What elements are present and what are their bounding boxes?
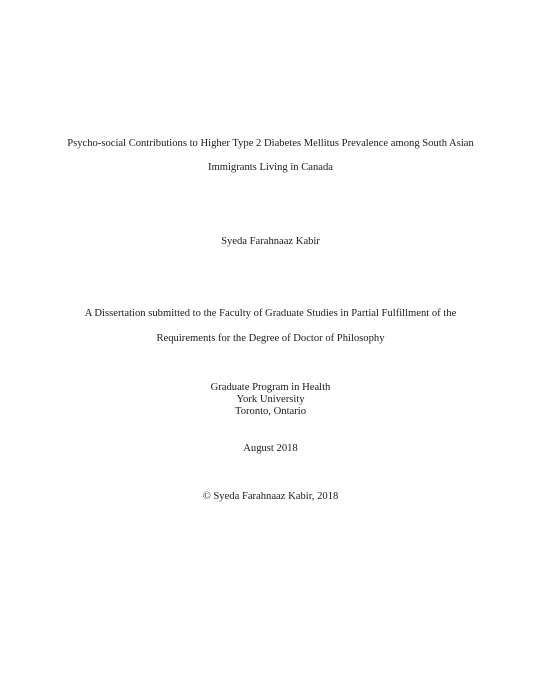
copyright-notice: © Syeda Farahnaaz Kabir, 2018 (202, 491, 339, 502)
dissertation-title-line-1: Psycho-social Contributions to Higher Type 2 Diabetes Mellitus Prevalence among South Asian (67, 138, 474, 149)
submission-statement-line-1: A Dissertation submitted to the Faculty of Graduate Studies in Partial Fulfillment of the (84, 308, 457, 319)
dissertation-title-line-2: Immigrants Living in Canada (207, 162, 334, 173)
university-location: Toronto, Ontario (234, 406, 307, 417)
graduate-program: Graduate Program in Health (210, 382, 331, 393)
university-name: York University (236, 394, 305, 405)
submission-statement-line-2: Requirements for the Degree of Doctor of Philosophy (156, 333, 385, 344)
author-name: Syeda Farahnaaz Kabir (221, 236, 320, 247)
submission-date: August 2018 (243, 443, 298, 454)
